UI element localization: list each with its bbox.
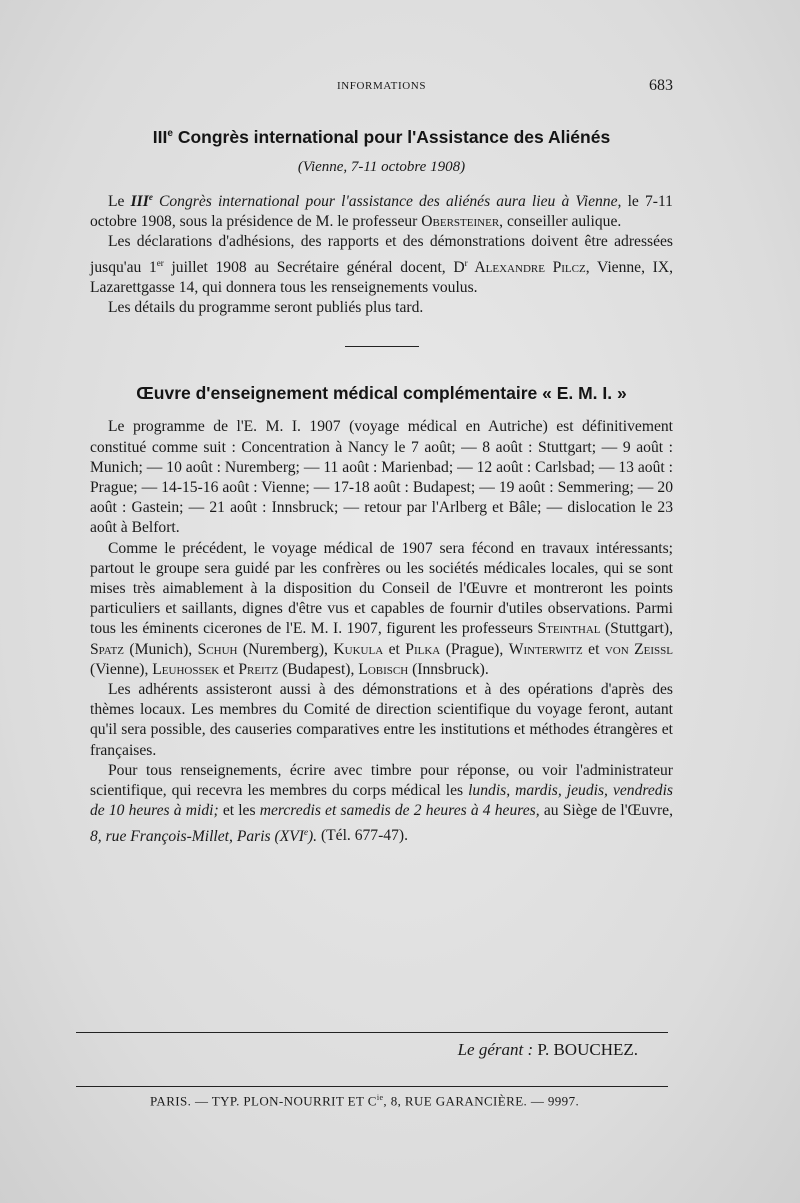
footer-rule-bottom	[76, 1086, 668, 1087]
section-2-paragraph-3: Les adhérents assisteront aussi à des démonstrations et à des opérations d'après des thèmes locaux. Les membres du Comité de direction scientifique du voyage feront, autant qu'il sera possible, des causeries comparatives entre les institutions et méthodes étrangères et françaises.	[90, 681, 673, 759]
page-number: 683	[649, 77, 673, 94]
section-2-paragraph-1: Le programme de l'E. M. I. 1907 (voyage médical en Autriche) est définitivement constitué comme suit : Concentration à Nancy le 7 août; — 8 août : Stuttgart; — 9 août : Munich; — 10 août : Nuremberg; — 11 août : Marienbad; — 12 août : Carlsbad; — 13 août : Prague; — 14-15-16 août : Vienne; — 17-18 août : Budapest; — 19 août : Semmering; — 20 août : Gastein; — 21 août : Innsbruck; — retour par l'Arlberg et Bâle; — dislocation le 23 août à Belfort.	[90, 418, 673, 537]
section-2-title: Œuvre d'enseignement médical complémentaire « E. M. I. »	[136, 383, 627, 404]
footer-rule-top	[76, 1032, 668, 1033]
article-body	[90, 120, 673, 847]
section-2-paragraph-4: Pour tous renseignements, écrire avec timbre pour réponse, ou voir l'administrateur scientifique, qui recevra les membres du corps médical les lundis, mardis, jeudis, vendredis de 10 heures à midi; et les mercredis et samedis de 2 heures à 4 heures, au Siège de l'Œuvre, 8, rue François-Millet, Paris (XVIe). (Tél. 677-47).	[90, 761, 673, 845]
printer-imprint: PARIS. — TYP. PLON-NOURRIT ET $C^{ie}$, 8, RUE GARANCIÈRE. — 9997.	[150, 1093, 580, 1109]
section-divider	[345, 346, 419, 347]
section-1-paragraph-1: Le IIIe Congrès international pour l'assistance des aliénés aura lieu à Vienne, le 7-11 octobre 1908, sous la présidence de M. le professeur Obersteiner, conseiller aulique.	[90, 191, 673, 231]
section-1-paragraph-3: Les détails du programme seront publiés plus tard.	[108, 299, 424, 317]
section-2-paragraph-2: Comme le précédent, le voyage médical de 1907 sera fécond en travaux intéressants; partout le groupe sera guidé par les confrères ou les sociétés médicales locales, qui se sont mises très aimablement à la disposition du Conseil de l'Œuvre et montreront les points particuliers et saillants, dignes d'être vus et capables de fournir d'utiles observations. Parmi tous les éminents cicerones de l'E. M. I. 1907, figurent les professeurs Steinthal (Stuttgart), Spatz (Munich), Schuh (Nuremberg), Kukula et Pilka (Prague), Winterwitz et von Zeissl (Vienne), Leuhossek et Preitz (Budapest), Lobisch (Innsbruck).	[90, 539, 673, 678]
section-1-paragraph-2: Les déclarations d'adhésions, des rapports et des démonstrations doivent être adressées jusqu'au 1er juillet 1908 au Secrétaire général docent, $D^r$ Alexandre Pilcz, Vienne, IX, Lazarettgasse 14, qui donnera tous les renseignements voulus.	[90, 233, 673, 297]
section-1-subtitle: (Vienne, 7-11 octobre 1908)	[297, 158, 466, 175]
running-head	[90, 77, 673, 100]
signature: Le gérant : P. BOUCHEZ.	[457, 1040, 638, 1059]
running-title: INFORMATIONS	[336, 80, 427, 92]
section-1-title: IIIe Congrès international pour l'Assistance des Aliénés	[152, 126, 611, 147]
